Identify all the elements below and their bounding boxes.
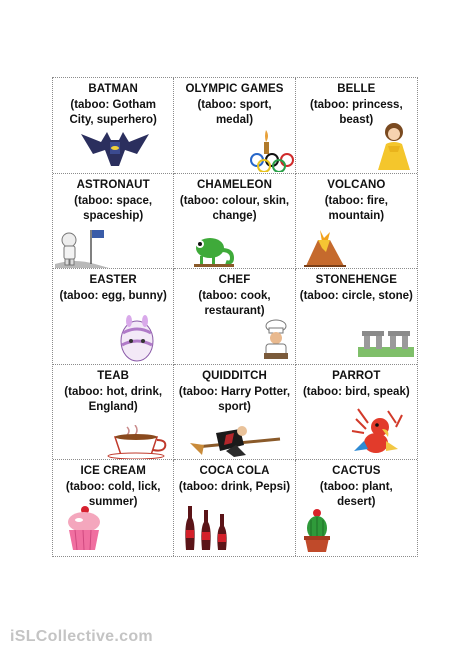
volcano-icon xyxy=(302,228,348,268)
card-taboo: (taboo: egg, bunny) xyxy=(59,290,167,303)
parrot-icon xyxy=(346,405,412,459)
card-stonehenge xyxy=(296,269,417,365)
card-word: ICE CREAM xyxy=(80,465,146,478)
olympic-rings-icon xyxy=(248,128,295,172)
easter-egg-icon xyxy=(117,315,159,365)
card-ice-cream xyxy=(53,460,174,556)
card-cactus xyxy=(296,460,417,556)
card-taboo: (taboo: bird, speak) xyxy=(302,385,410,398)
card-word: STONEHENGE xyxy=(315,274,397,287)
card-word: OLYMPIC GAMES xyxy=(185,83,284,95)
card-chef xyxy=(174,269,295,365)
card-belle xyxy=(296,78,417,174)
ice-cream-cupcake-icon xyxy=(63,504,105,552)
card-taboo: (taboo: drink, Pepsi) xyxy=(178,481,291,494)
card-taboo: (taboo: sport, medal) xyxy=(197,99,272,126)
card-taboo: (taboo: cold, lick, summer) xyxy=(65,481,161,509)
card-taboo: (taboo: hot, drink, England) xyxy=(64,385,163,413)
card-word: VOLCANO xyxy=(327,178,386,191)
card-word: ASTRONAUT xyxy=(76,178,150,191)
card-taboo: (taboo: cook, restaurant) xyxy=(198,290,271,318)
card-word: TEAB xyxy=(97,369,130,382)
card-taboo: (taboo: circle, stone) xyxy=(299,290,413,303)
card-word: CACTUS xyxy=(332,465,381,478)
card-taboo: (taboo: colour, skin, change) xyxy=(179,194,290,222)
card-word: PARROT xyxy=(332,369,381,382)
card-volcano xyxy=(296,174,417,270)
card-word: CHEF xyxy=(218,274,251,287)
card-word: BELLE xyxy=(337,83,376,95)
cactus-icon xyxy=(300,508,334,554)
card-word: BATMAN xyxy=(88,83,138,95)
batman-icon xyxy=(79,128,151,168)
card-taboo: (taboo: Gotham City, superhero) xyxy=(69,99,157,126)
broomstick-rider-icon xyxy=(190,425,282,459)
card-word: COCA COLA xyxy=(199,465,270,478)
card-taboo: (taboo: Harry Potter, sport) xyxy=(178,385,291,413)
cola-bottles-icon xyxy=(182,504,232,552)
card-parrot xyxy=(296,365,417,461)
card-taboo: (taboo: plant, desert) xyxy=(319,481,393,509)
card-easter xyxy=(53,269,174,365)
card-taboo: (taboo: space, spaceship) xyxy=(74,194,153,222)
card-word: EASTER xyxy=(89,274,137,287)
teacup-icon xyxy=(105,425,173,459)
card-word: CHAMELEON xyxy=(196,178,272,191)
card-word: QUIDDITCH xyxy=(202,369,267,382)
card-coca-cola xyxy=(174,460,295,556)
belle-princess-icon xyxy=(374,122,416,172)
chef-icon xyxy=(258,319,294,363)
card-batman xyxy=(53,78,174,174)
card-chameleon xyxy=(174,174,295,270)
card-taboo: (taboo: princess, beast) xyxy=(310,99,403,126)
astronaut-icon xyxy=(55,224,109,268)
card-taboo: (taboo: fire, mountain) xyxy=(324,194,388,222)
chameleon-icon xyxy=(190,232,240,268)
card-olympic-games xyxy=(174,78,295,174)
card-quidditch xyxy=(174,365,295,461)
card-teab xyxy=(53,365,174,461)
taboo-card-grid xyxy=(52,77,418,557)
card-astronaut xyxy=(53,174,174,270)
footer-watermark: iSLCollective.com xyxy=(10,628,153,645)
stonehenge-icon xyxy=(358,327,414,357)
